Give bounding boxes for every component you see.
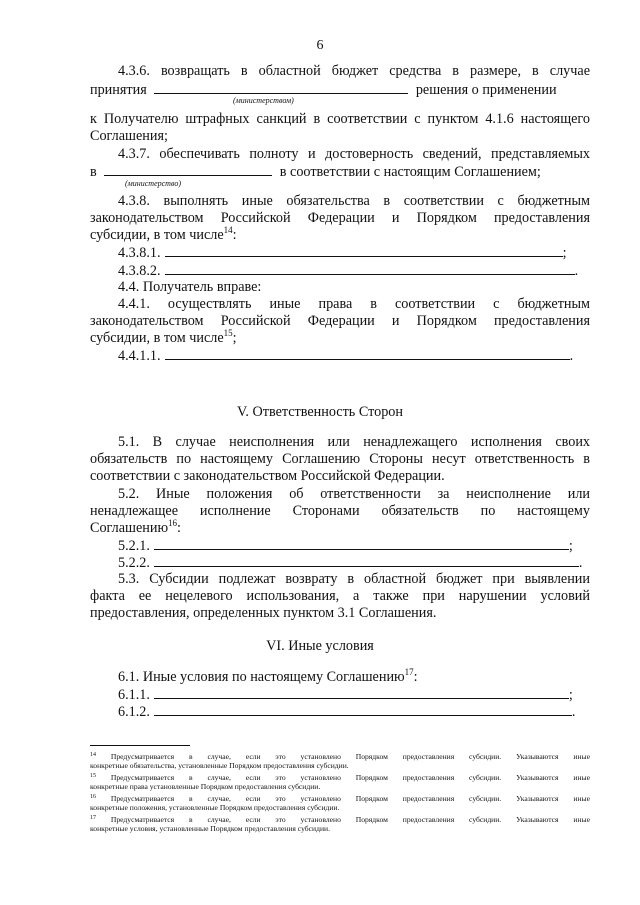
item-612-end: . <box>571 704 576 720</box>
footnote-16-text-1: Предусматривается в случае, если это установлено Порядком предоставления субсидии. Указываются иные <box>110 794 590 803</box>
p436-line-3: к Получателю штрафных санкций в соответствии с пунктом 4.1.6 настоящего <box>90 111 590 127</box>
footnote-16-num: 16 <box>90 794 96 800</box>
item-4381-label: 4.3.8.1. <box>118 245 161 261</box>
p437-blank <box>104 163 272 176</box>
p437-under-caption: (министерство) <box>125 179 181 188</box>
footnote-separator <box>90 745 190 746</box>
item-4381-end: ; <box>562 245 567 261</box>
item-4411-blank <box>165 347 570 360</box>
item-522-end: . <box>578 555 583 571</box>
item-611-label: 6.1.1. <box>118 687 150 703</box>
p52-line-3 <box>90 520 590 537</box>
footnote-ref-17: 17 <box>404 667 414 677</box>
footnote-14-line-1 <box>90 752 590 761</box>
section-5-title: V. Ответственность Сторон <box>237 404 403 420</box>
item-522-label: 5.2.2. <box>118 555 150 571</box>
item-521-end: ; <box>568 538 573 554</box>
p438-line-1: 4.3.8. выполнять иные обязательства в соответствии с бюджетным <box>118 193 590 209</box>
item-611 <box>118 686 590 704</box>
footnote-15-text-1: Предусматривается в случае, если это установлено Порядком предоставления субсидии. Указываются иные <box>110 773 590 782</box>
p437-line-1: 4.3.7. обеспечивать полноту и достоверность сведений, представляемых <box>118 146 590 162</box>
footnote-16-line-2: конкретные положения, установленные Порядком предоставления субсидии. <box>90 803 340 812</box>
item-4382-blank <box>165 262 575 275</box>
footnote-14 <box>90 752 590 770</box>
item-4382-end: . <box>574 263 579 279</box>
footnote-15-num: 15 <box>90 773 96 779</box>
footnote-14-num: 14 <box>90 752 96 758</box>
footnote-17 <box>90 815 590 833</box>
p441-line-2: законодательством Российской Федерации и Порядком предоставления <box>90 313 590 329</box>
p53-line-1: 5.3. Субсидии подлежат возврату в областной бюджет при выявлении <box>118 571 590 587</box>
p51-line-3: соответствии с законодательством Российской Федерации. <box>90 468 445 484</box>
item-4411-label: 4.4.1.1. <box>118 348 161 364</box>
p436-line-2 <box>90 81 590 99</box>
p436-under-caption: (министерством) <box>233 96 294 105</box>
item-4382 <box>118 262 590 280</box>
p52-line-2: ненадлежащее исполнение Сторонами обязательств по настоящему <box>90 503 590 519</box>
p436-text-b: решения о применении <box>415 82 557 98</box>
footnote-14-text-1: Предусматривается в случае, если это установлено Порядком предоставления субсидии. Указываются иные <box>110 752 590 761</box>
footnote-17-num: 17 <box>90 815 96 821</box>
p51-line-2: обязательств по настоящему Соглашению Стороны несут ответственность в <box>90 451 590 467</box>
p51-line-1: 5.1. В случае неисполнения или ненадлежащего исполнения своих <box>118 434 590 450</box>
item-521-label: 5.2.1. <box>118 538 150 554</box>
p436-blank <box>154 81 408 94</box>
item-4381-blank <box>165 244 563 257</box>
item-611-end: ; <box>568 687 573 703</box>
p441-colon: ; <box>232 330 237 346</box>
item-521-blank <box>154 537 569 550</box>
footnote-17-line-1 <box>90 815 590 824</box>
footnote-14-line-2: конкретные обязательства, установленные Порядком предоставления субсидии. <box>90 761 349 770</box>
p438-colon: : <box>232 227 237 243</box>
p438-line-3 <box>90 227 590 244</box>
p52-text: Соглашению <box>90 520 169 536</box>
p438-line-2: законодательством Российской Федерации и Порядком предоставления <box>90 210 590 226</box>
p61-text: 6.1. Иные условия по настоящему Соглашению <box>118 669 405 685</box>
footnote-17-text-1: Предусматривается в случае, если это установлено Порядком предоставления субсидии. Указываются иные <box>110 815 590 824</box>
footnote-16 <box>90 794 590 812</box>
item-612-label: 6.1.2. <box>118 704 150 720</box>
p437-text-a: в <box>90 164 97 180</box>
item-522-blank <box>154 554 579 567</box>
item-4411 <box>118 347 590 365</box>
p438-text: субсидии, в том числе <box>90 227 224 243</box>
item-521 <box>118 537 590 555</box>
p436-text-a: принятия <box>90 82 147 98</box>
footnote-15 <box>90 773 590 791</box>
item-522 <box>118 554 590 572</box>
p441-line-1: 4.4.1. осуществлять иные права в соответствии с бюджетным <box>118 296 590 312</box>
item-612-blank <box>154 703 572 716</box>
p53-line-3: предоставления, определенных пунктом 3.1 Соглашения. <box>90 605 437 621</box>
p437-text-b: в соответствии с настоящим Соглашением; <box>279 164 541 180</box>
item-611-blank <box>154 686 569 699</box>
footnote-15-line-1 <box>90 773 590 782</box>
footnote-16-line-1 <box>90 794 590 803</box>
p53-line-2: факта ее нецелевого использования, а также при нарушении условий <box>90 588 590 604</box>
p441-text: субсидии, в том числе <box>90 330 224 346</box>
item-4381 <box>118 244 590 262</box>
p52-line-1: 5.2. Иные положения об ответственности за неисполнение или <box>118 486 590 502</box>
page-number: 6 <box>316 38 324 53</box>
item-4382-label: 4.3.8.2. <box>118 263 161 279</box>
p61 <box>118 669 590 686</box>
footnote-15-line-2: конкретные права установленные Порядком предоставления субсидии. <box>90 782 321 791</box>
footnote-ref-14: 14 <box>223 225 233 235</box>
p61-colon: : <box>413 669 418 685</box>
p44: 4.4. Получатель вправе: <box>118 279 262 295</box>
item-612 <box>118 703 590 721</box>
footnote-ref-16: 16 <box>168 518 178 528</box>
item-4411-end: . <box>569 348 574 364</box>
p52-colon: : <box>177 520 181 536</box>
p441-line-3 <box>90 330 590 347</box>
footnote-17-line-2: конкретные условия, установленные Порядком предоставления субсидии. <box>90 824 330 833</box>
section-6-title: VI. Иные условия <box>266 638 374 654</box>
p436-line-1: 4.3.6. возвращать в областной бюджет средства в размере, в случае <box>118 63 590 79</box>
footnote-ref-15: 15 <box>223 328 233 338</box>
p436-line-4: Соглашения; <box>90 128 168 144</box>
